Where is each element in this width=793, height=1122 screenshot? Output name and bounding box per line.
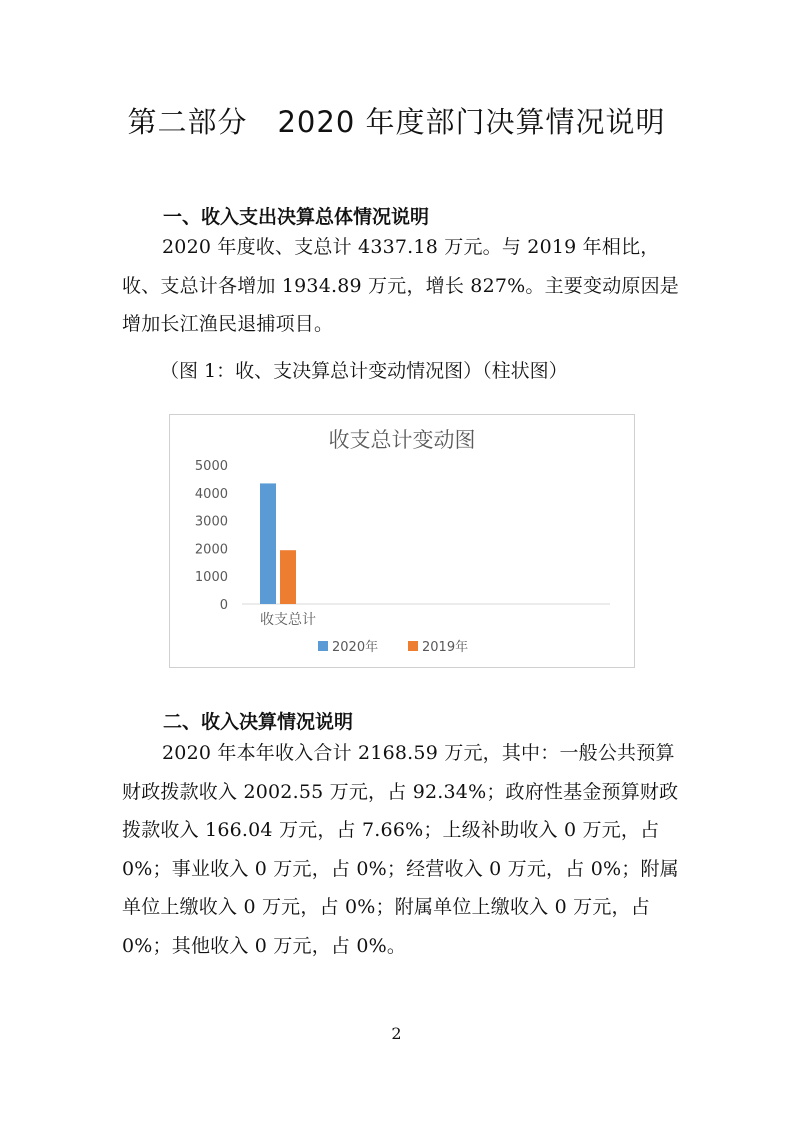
chart-title: 收支总计变动图 bbox=[328, 428, 476, 452]
chart-container bbox=[169, 414, 635, 668]
page-title: 第二部分 2020 年度部门决算情况说明 bbox=[127, 105, 666, 139]
y-tick-label: 3000 bbox=[194, 514, 228, 530]
section-heading-income: 二、收入决算情况说明 bbox=[163, 711, 354, 733]
section-paragraph-income-expense: 2020 年度收、支总计 4337.18 万元。与 2019 年相比，收、支总计各增加 1934.89 万元，增长 827%。主要变动原因是增加长江渔民退捕项目。 bbox=[122, 236, 680, 335]
y-tick-label: 0 bbox=[219, 598, 228, 613]
legend-label: 2020年 bbox=[332, 640, 379, 655]
chart-caption: （图 1：收、支决算总计变动情况图）（柱状图） bbox=[160, 360, 568, 382]
legend-swatch bbox=[318, 641, 328, 651]
legend-label: 2019年 bbox=[422, 640, 469, 655]
y-tick-label: 4000 bbox=[194, 486, 228, 502]
bar-2019年 bbox=[280, 550, 296, 604]
y-tick-label: 2000 bbox=[194, 542, 228, 558]
section-heading-income-expense: 一、收入支出决算总体情况说明 bbox=[163, 206, 430, 228]
bar-chart bbox=[170, 415, 634, 667]
x-tick-label: 收支总计 bbox=[260, 612, 316, 628]
bar-2020年 bbox=[260, 483, 276, 604]
section-paragraph-income: 2020 年本年收入合计 2168.59 万元，其中：一般公共预算财政拨款收入 2002.55 万元，占 92.34%；政府性基金预算财政拨款收入 166.04 万元，占 7.66%；上级补助收入 0 万元，占 0%；事业收入 0 万元，占 0%；经营收入 0 万元，占 0%；附属单位上缴收入 0 万元，占 0%；附属单位上缴收入 0 万元，占 0%；其他收入 0 万元，占 0%。 bbox=[122, 742, 679, 957]
y-tick-label: 1000 bbox=[194, 570, 228, 586]
legend-swatch bbox=[408, 641, 418, 651]
page-number: 2 bbox=[391, 1024, 402, 1043]
y-tick-label: 5000 bbox=[194, 459, 228, 474]
